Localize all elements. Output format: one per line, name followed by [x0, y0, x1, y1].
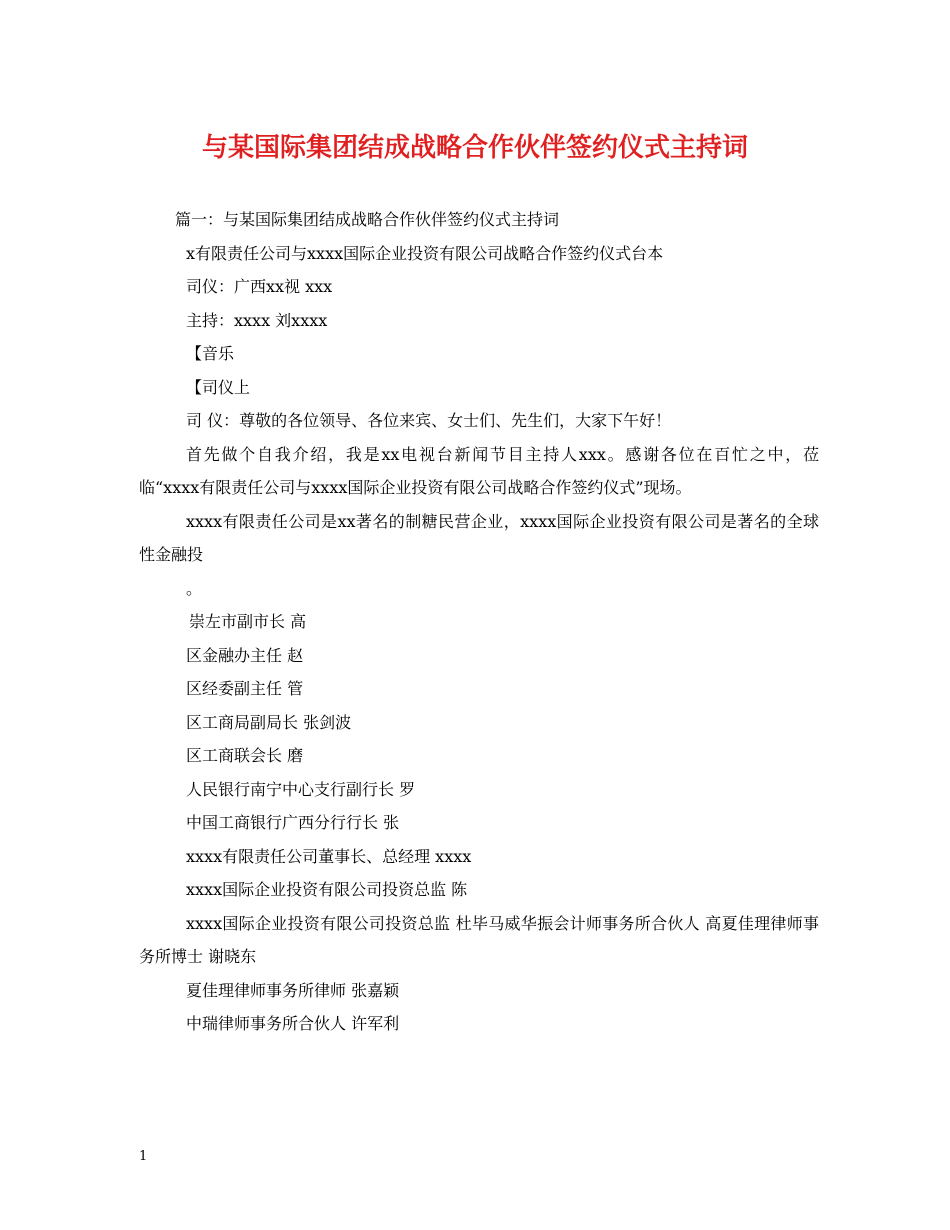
paragraph-line: 。: [186, 578, 203, 598]
attendee-line: 夏佳理律师事务所律师 张嘉颖: [186, 980, 400, 1000]
paragraph-line: 【音乐: [186, 344, 235, 363]
attendee-line: 崇左市副市长 高: [189, 612, 307, 631]
paragraph-line: 司仪：广西xx视 xxx: [186, 277, 333, 296]
paragraph-line: 主持：xxxx 刘xxxx: [186, 310, 328, 330]
attendee-line: 区工商联会长 磨: [186, 746, 304, 765]
attendee-line: 人民银行南宁中心支行副行长 罗: [186, 779, 416, 799]
attendee-line: xxxx国际企业投资有限公司投资总监 陈: [186, 880, 468, 899]
attendee-line: 中国工商银行广西分行行长 张: [186, 813, 400, 832]
paragraph-wrapped: xxxx有限责任公司是xx著名的制糖民营企业，xxxx国际企业投资有限公司是著名的全球性金融投: [139, 511, 819, 564]
document-title: 与某国际集团结成战略合作伙伴签约仪式主持词: [201, 133, 748, 163]
page-number: 1: [139, 1149, 148, 1164]
paragraph-wrapped: 首先做个自我介绍，我是xx电视台新闻节目主持人xxx。感谢各位在百忙之中，莅临“xxxx有限责任公司与xxxx国际企业投资有限公司战略合作签约仪式”现场。: [139, 444, 819, 497]
attendee-line: 中瑞律师事务所合伙人 许军利: [186, 1014, 400, 1033]
paragraph-line: 【司仪上: [186, 377, 251, 397]
attendee-line: 区经委副主任 管: [186, 679, 304, 698]
document-body: [139, 203, 819, 1041]
attendee-line-wrapped: xxxx国际企业投资有限公司投资总监 杜毕马威华振会计师事务所合伙人 高夏佳理律师事务所博士 谢晓东: [139, 913, 819, 966]
paragraph-line: x有限责任公司与xxxx国际企业投资有限公司战略合作签约仪式台本: [186, 243, 664, 263]
paragraph-line: 篇一：与某国际集团结成战略合作伙伴签约仪式主持词: [175, 210, 560, 229]
attendee-line: xxxx有限责任公司董事长、总经理 xxxx: [186, 846, 472, 866]
paragraph-line: 司 仪：尊敬的各位领导、各位来宾、女士们、先生们，大家下午好！: [186, 411, 672, 430]
attendee-line: 区工商局副局长 张剑波: [186, 712, 352, 732]
attendee-line: 区金融办主任 赵: [186, 645, 304, 665]
